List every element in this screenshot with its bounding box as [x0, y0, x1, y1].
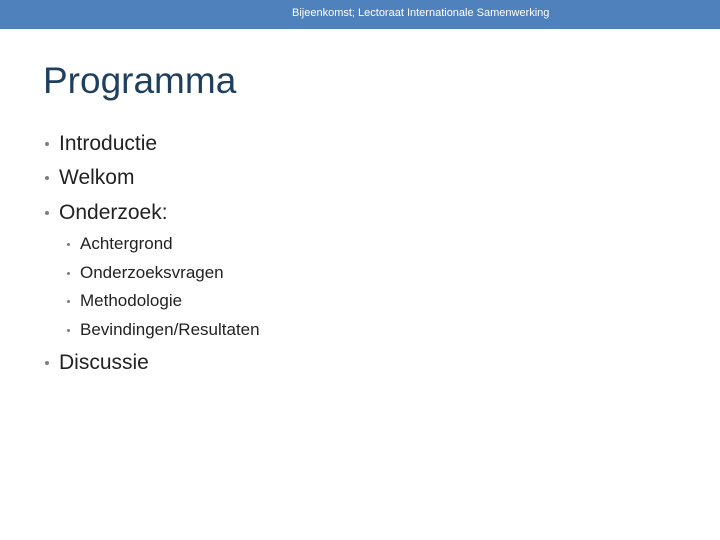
bullet-dot-icon: [67, 300, 70, 303]
bullet-dot-icon: [67, 243, 70, 246]
slide-title: Programma: [43, 60, 237, 101]
bullet-dot-icon: [45, 361, 49, 365]
bullet-label: Discussie: [59, 351, 149, 374]
sub-bullet-item-onderzoeksvragen: [80, 263, 224, 283]
bullet-dot-icon: [67, 272, 70, 275]
bullet-item-introductie: [59, 132, 157, 156]
bullet-label: Achtergrond: [80, 234, 173, 253]
sub-bullet-item-bevindingen: [80, 320, 260, 340]
bullet-label: Introductie: [59, 132, 158, 155]
bullet-label: Welkom: [59, 166, 135, 189]
bullet-label: Bevindingen/Resultaten: [80, 320, 260, 339]
bullet-label: Methodologie: [80, 291, 183, 310]
bullet-dot-icon: [67, 329, 70, 332]
bullet-item-welkom: [59, 166, 134, 190]
header-text: Bijeenkomst; Lectoraat Internationale Samenwerking: [292, 7, 550, 19]
sub-bullet-item-achtergrond: [80, 234, 173, 254]
bullet-item-discussie: [59, 351, 149, 375]
bullet-label: Onderzoek:: [59, 201, 168, 224]
bullet-dot-icon: [45, 211, 49, 215]
sub-bullet-item-methodologie: [80, 291, 182, 311]
bullet-dot-icon: [45, 142, 49, 146]
bullet-label: Onderzoeksvragen: [80, 263, 224, 282]
bullet-item-onderzoek: [59, 201, 168, 225]
bullet-dot-icon: [45, 176, 49, 180]
header-bar: [0, 0, 720, 29]
